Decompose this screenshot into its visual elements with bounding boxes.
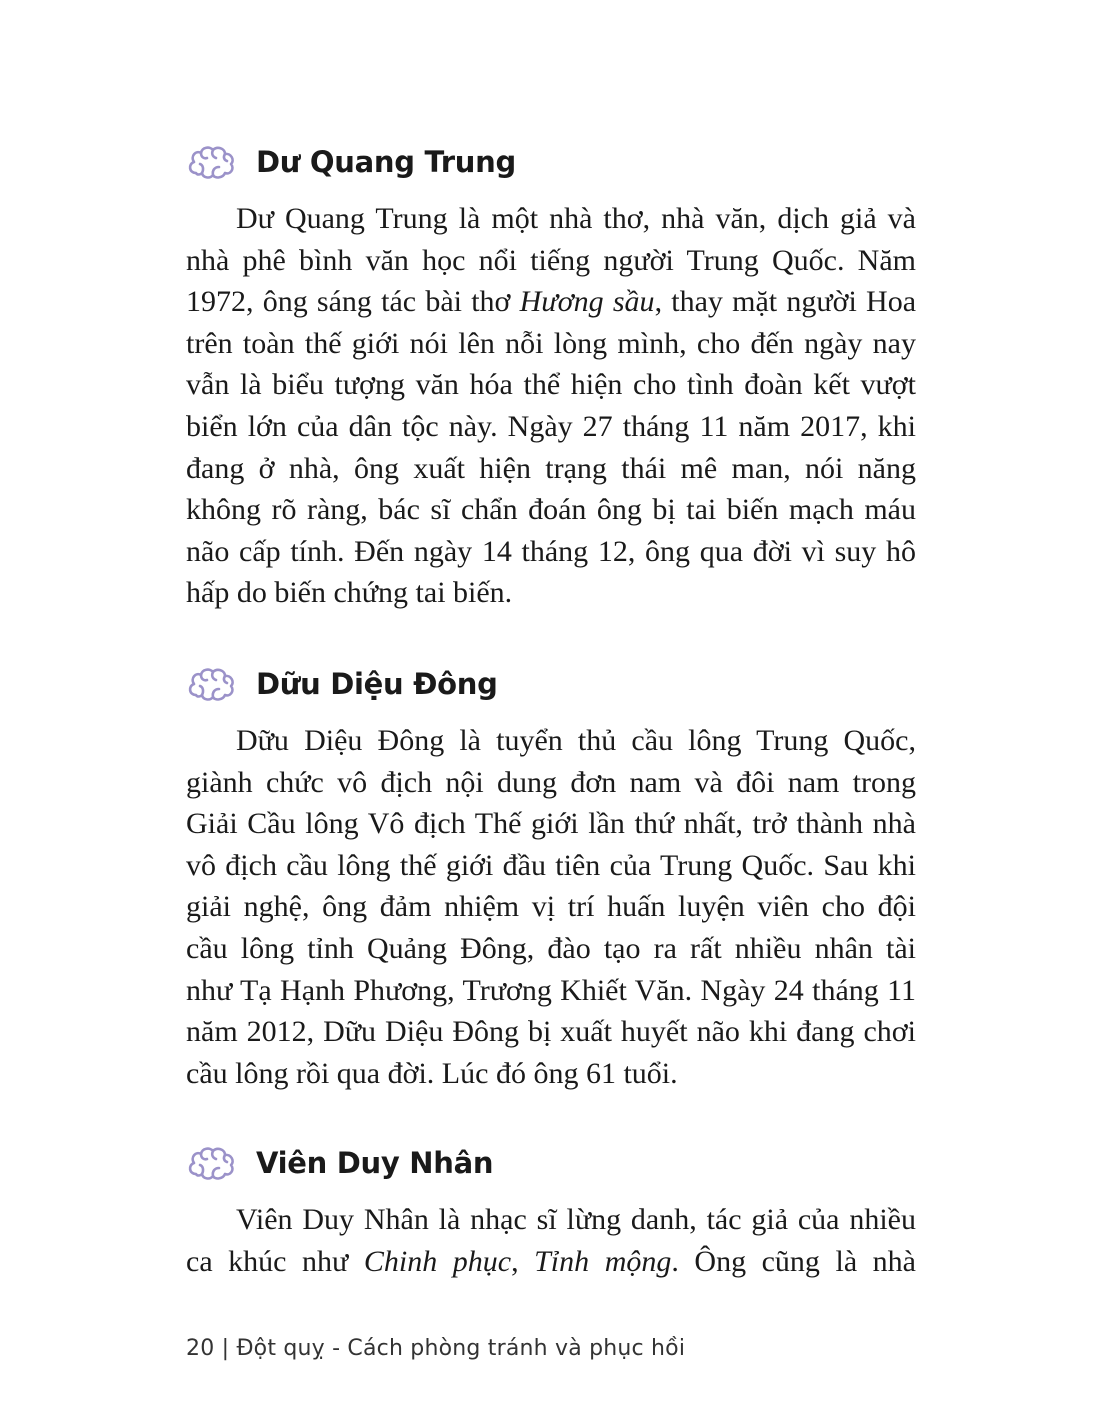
text-line: giải nghệ, ông đảm nhiệm vị trí huấn luyện viên cho đội — [186, 890, 916, 924]
brain-icon — [186, 665, 238, 703]
section-title: Viên Duy Nhân — [256, 1146, 494, 1180]
footer-separator: | — [221, 1336, 230, 1361]
italic-title: Chinh phục — [363, 1244, 512, 1278]
text-line: giành chức vô địch nội dung đơn nam và đôi nam trong — [186, 765, 916, 799]
text-line: Dư Quang Trung là một nhà thơ, nhà văn, dịch giả và — [236, 202, 916, 235]
section-title: Dữu Diệu Đông — [256, 667, 498, 701]
text-line: não cấp tính. Đến ngày 14 tháng 12, ông qua đời vì suy hô — [186, 534, 916, 568]
text-line: không rõ ràng, bác sĩ chẩn đoán ông bị tai biến mạch máu — [186, 493, 916, 527]
text-line: nhà phê bình văn học nổi tiếng người Trung Quốc. Năm — [186, 243, 916, 277]
page-footer — [186, 1336, 685, 1361]
section-body-1 — [186, 198, 916, 614]
section-header-1 — [186, 140, 516, 184]
text-line: Dữu Diệu Đông là tuyển thủ cầu lông Trung Quốc, — [236, 724, 916, 757]
text-line: đang ở nhà, ông xuất hiện trạng thái mê man, nói năng — [186, 451, 916, 485]
section-title: Dư Quang Trung — [256, 145, 516, 179]
text-line: trên toàn thế giới nói lên nỗi lòng mình, cho đến ngày nay — [186, 326, 916, 360]
book-title: Đột quỵ - Cách phòng tránh và phục hồi — [236, 1336, 686, 1361]
italic-title: Tỉnh mộng — [534, 1244, 672, 1278]
text-line: ca khúc như Chinh phục, Tỉnh mộng. Ông cũng là nhà — [186, 1244, 916, 1278]
page-number: 20 — [186, 1336, 215, 1361]
text-line: như Tạ Hạnh Phương, Trương Khiết Văn. Ngày 24 tháng 11 — [186, 973, 916, 1007]
text-line: Viên Duy Nhân là nhạc sĩ lừng danh, tác giả của nhiều — [236, 1203, 916, 1236]
text-line: vô địch cầu lông thế giới đầu tiên của Trung Quốc. Sau khi — [186, 848, 916, 882]
section-body-2 — [186, 720, 916, 1094]
section-header-3 — [186, 1141, 493, 1185]
text-line: Giải Cầu lông Vô địch Thế giới lần thứ nhất, trở thành nhà — [186, 807, 916, 841]
text-line: cầu lông tỉnh Quảng Đông, đào tạo ra rất nhiều nhân tài — [186, 931, 916, 965]
section-header-2 — [186, 662, 498, 706]
text-line: năm 2012, Dữu Diệu Đông bị xuất huyết não khi đang chơi — [186, 1015, 916, 1049]
text-line: biển lớn của dân tộc này. Ngày 27 tháng 11 năm 2017, khi — [186, 409, 916, 443]
text-line: vẫn là biểu tượng văn hóa thể hiện cho tình đoàn kết vượt — [186, 368, 916, 402]
text-line: 1972, ông sáng tác bài thơ Hương sầu, thay mặt người Hoa — [186, 285, 917, 319]
text-line: hấp do biến chứng tai biến. — [186, 576, 513, 610]
brain-icon — [186, 1144, 238, 1182]
text-line: cầu lông rồi qua đời. Lúc đó ông 61 tuổi. — [186, 1056, 678, 1090]
italic-title: Hương sầu — [519, 285, 655, 319]
brain-icon — [186, 143, 238, 181]
section-body-3 — [186, 1199, 916, 1282]
